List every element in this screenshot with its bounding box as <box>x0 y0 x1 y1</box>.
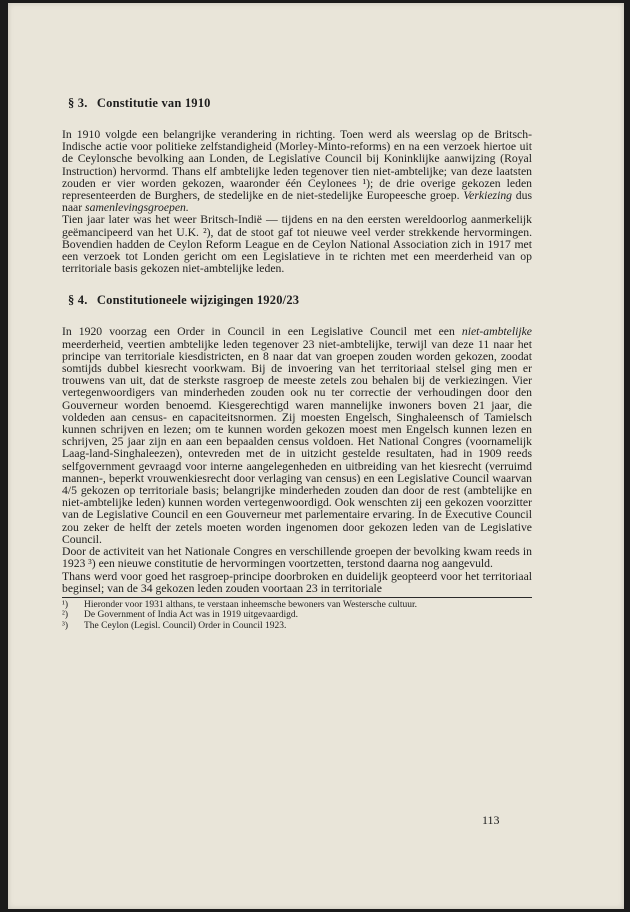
footnote-2-text: De Government of India Act was in 1919 uitgevaardigd. <box>84 610 298 621</box>
section-4-title: Constitutioneele wijzigingen 1920/23 <box>96 293 300 308</box>
footnote-1-mark: ¹) <box>62 599 69 610</box>
page-number: 113 <box>482 813 500 827</box>
footnote-3 <box>62 621 532 632</box>
footnote-2-mark: ²) <box>62 610 69 621</box>
section-4-paragraph-2: Door de activiteit van het Nationale Congres en verschillende groepen der bevolking kwam reeds in 1923 ³) een nieuwe constitutie de hervormingen voortzetten, terstond daarna nog aangevuld. <box>62 545 532 571</box>
section-4-heading <box>68 293 532 308</box>
section-3-symbol: § 3. <box>68 96 88 110</box>
section-3-paragraph-1 <box>62 129 532 214</box>
section-4-paragraph-1 <box>62 326 532 546</box>
section-3-italic-term-2: samenlevingsgroepen. <box>85 201 189 215</box>
footnote-1-text: Hieronder voor 1931 althans, te verstaan inheemsche bewoners van Westersche cultuur. <box>84 599 418 610</box>
section-4-paragraph-3: Thans werd voor goed het rasgroep-principe doorbroken en duidelijk geopteerd voor het territoriaal beginsel; van de 34 gekozen leden zouden voortaan 23 in territoriale <box>62 569 532 595</box>
section-4-italic-term: niet-ambtelijke <box>461 325 532 339</box>
section-3-heading <box>68 96 532 111</box>
footnote-divider <box>62 597 532 598</box>
section-3-italic-term-1: Verkiezing <box>463 189 513 203</box>
section-3-paragraph-1-text: In 1910 volgde een belangrijke verandering in richting. Toen werd als weerslag op de Britsch-Indische actie voor politieke zelfstandigheid (Morley-Minto-reforms) en na een verzoek hiertoe uit de Ceylonsche bevolking aan Londen, de Legislative Council bij Koninklijke aanwijzing (Royal Instruction) hervormd. Thans elf ambtelijke leden tegenover tien niet-ambtelijke; van deze laatsten zouden er vier worden gekozen, waaronder één Ceylonees ¹); de drie overige gekozen leden representeerden de Burghers, de stedelijke en de niet-stedelijke Europeesche groep. <box>62 128 532 203</box>
footnote-2 <box>62 610 532 621</box>
spacer <box>62 275 532 293</box>
section-4-paragraph-1-rest: meerderheid, veertien ambtelijke leden tegenover 23 niet-ambtelijke, terwijl van deze 11 naar het principe van territoriale kiesdistricten, en 8 naar dat van groepen zouden worden gekozen, zoodat somtijds dubbel kiesrecht voorkwam. Bij de invoering van het territoriaal stelsel ging men er trouwens van uit, dat de sterkste rasgroep de meeste zetels zou behalen bij de verkiezingen. Vier vertegenwoordigers van minderheden zouden ook nu ter correctie der verhoudingen door den Gouverneur worden benoemd. Kiesgerechtigd waren mannelijke inwoners boven 21 jaar, die voldeden aan census- en capaciteitsnormen. Zij moesten Engelsch, Singhaleensch of Tamielsch kunnen schrijven en lezen; om te kunnen worden gekozen moest men Engelsch kunnen lezen en schrijven, 25 jaar zijn en aan een bepaalden census voldoen. Het National Congres (voornamelijk Laag-land-Singhaleezen), ontevreden met de in uitzicht gestelde resultaten, had in 1909 reeds selfgovernment gevraagd voor interne aangelegenheden en uitbreiding van het kiesrecht (verruimd mannen-, beperkt vrouwenkiesrecht door verlaging van census) en een Legislative Council waarvan 4/5 gekozen op territoriale basis; belangrijke minderheden zouden dan door de rest (ambtelijke en niet-ambtelijke leden) kunnen worden vertegenwoordigd. Ook wenschten zij een gekozen voorzitter van de Legislative Council en een Gouverneur met parlementaire ervaring. In de Executive Council zou zeker de helft der zetels moeten worden ingenomen door gekozen leden van de Legislative Council. <box>62 337 532 546</box>
footnote-3-text: The Ceylon (Legisl. Council) Order in Council 1923. <box>84 620 287 631</box>
section-3-paragraph-1-mid: dus naar <box>62 189 532 215</box>
book-page <box>8 3 624 909</box>
footnote-1 <box>62 600 532 611</box>
page-content <box>62 96 532 631</box>
section-4-paragraph-1-start: In 1920 voorzag een Order in Council in een Legislative Council met een <box>62 325 462 339</box>
section-3-title: Constitutie van 1910 <box>96 96 211 110</box>
footnote-3-mark: ³) <box>62 620 69 631</box>
section-3-paragraph-2: Tien jaar later was het weer Britsch-Indië — tijdens en na den eersten wereldoorlog aanmerkelijk geëmancipeerd van het U.K. ²), dat de stoot gaf tot nieuwe veel verder strekkende hervormingen. Bovendien hadden de Ceylon Reform League en de Ceylon National Association zich in 1917 met een verzoek tot Londen gericht om een Legislatieve in te richten met een meerderheid van op territoriale basis gekozen niet-ambtelijke leden. <box>62 213 532 276</box>
section-4-symbol: § 4. <box>68 293 88 308</box>
